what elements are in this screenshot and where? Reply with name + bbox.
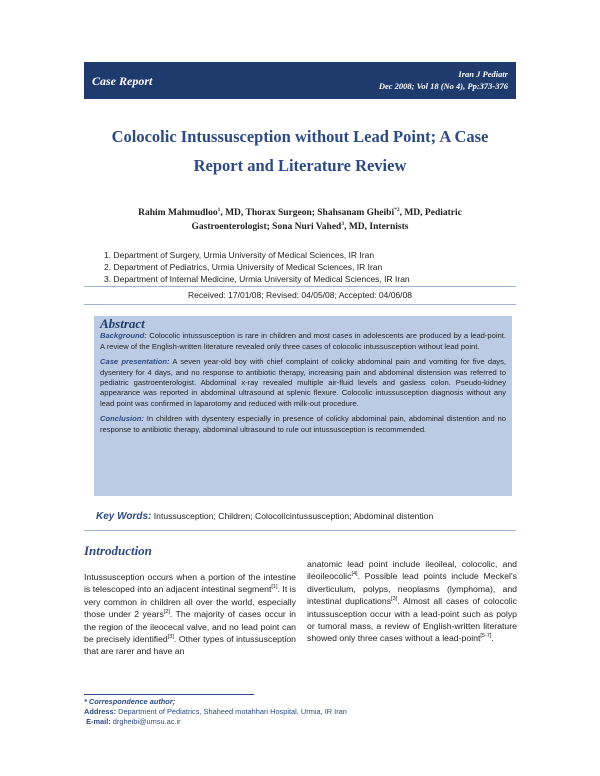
- intro-column-left: [84, 571, 296, 658]
- author-name: , MD, Pediatric: [399, 208, 462, 218]
- citation-ref: [2]: [163, 609, 170, 616]
- correspondence-address: [84, 707, 516, 717]
- intro-column-right: [307, 558, 517, 645]
- intro-text: . The majority of cases occur in the region of the ileocecal valve, and no lead point can be precisely identified: [84, 609, 296, 645]
- affiliation-item: 1. Department of Surgery, Urmia University of Medical Sciences, IR Iran: [104, 250, 375, 260]
- citation-ref: [4]: [351, 571, 358, 578]
- email-label: E-mail:: [86, 717, 111, 726]
- intro-text: Intussusception occurs when a portion of the intestine is telescoped into an adjacent intestinal segment: [84, 572, 296, 595]
- correspondence-heading: * Correspondence author;: [84, 697, 176, 706]
- author-list: [100, 206, 500, 234]
- authors-line-1: [100, 206, 500, 220]
- title-line-2: Report and Literature Review: [193, 156, 407, 175]
- abstract-label: Background:: [100, 331, 147, 341]
- abstract-heading: Abstract: [100, 316, 145, 331]
- section-label: Case Report: [92, 74, 153, 88]
- intro-text: . Possible lead points include Meckel's diverticulum, polyps, neoplasms (lymphoma), and intestinal duplications: [307, 571, 517, 607]
- correspondence-email: [84, 717, 516, 727]
- abstract-label: Case presentation:: [100, 357, 170, 367]
- keywords-label: Key Words:: [96, 511, 152, 522]
- authors-line-2: [100, 220, 500, 234]
- author-sup: 3: [341, 220, 345, 227]
- address-label: Address:: [84, 707, 117, 716]
- abstract-case: [100, 357, 506, 409]
- address-text: Department of Pediatrics, Shaheed motahhari Hospital, Urmia, IR Iran: [116, 707, 347, 716]
- intro-text: . Almost all cases of colocolic intussusception occur with a lead-point such as polyp or tumoral mass, a review of English-written literature showed only three cases without a lead-point: [307, 596, 517, 644]
- citation-ref: [5-7]: [480, 633, 492, 640]
- intro-text: .: [491, 633, 494, 644]
- affiliations: [104, 249, 524, 285]
- footnote-rule: [84, 694, 254, 695]
- abstract-text: Colocolic intussusception is rare in children and most cases in adolescents are produced by a lead-point. A review of the English-written literature revealed only three cases of colocolic intussusception without lead point.: [100, 331, 506, 351]
- affiliation-item: 2. Department of Pediatrics, Urmia University of Medical Sciences, IR Iran: [104, 262, 383, 272]
- intro-text: anatomic lead point include ileoileal, colocolic, and ileoileocolic: [307, 559, 517, 582]
- citation-ref: [1]: [271, 584, 278, 591]
- author-name: Gastroenterologist; Sona Nuri Vahed: [191, 222, 342, 232]
- abstract-text: In children with dysentery especially in presence of colicky abdominal pain, abdominal distention and no response to antibiotic therapy, abdominal ultrasound to rule out intussusception is recommended.: [100, 414, 506, 434]
- divider: [84, 304, 516, 305]
- journal-citation: [379, 68, 508, 92]
- intro-text: . Other types of intussusception that are rarer and have an: [84, 634, 296, 657]
- abstract-background: [100, 331, 506, 352]
- divider: [84, 286, 516, 287]
- abstract-label: Conclusion:: [100, 414, 144, 424]
- divider: [84, 530, 516, 531]
- abstract-conclusion: [100, 414, 506, 435]
- abstract-box: [94, 316, 512, 496]
- author-sup: *2: [394, 206, 400, 213]
- journal-issue: Dec 2008; Vol 18 (No 4), Pp:373-376: [378, 81, 508, 91]
- journal-name: Iran J Pediatr: [458, 69, 508, 79]
- received-dates: Received: 17/01/08; Revised: 04/05/08; Accepted: 04/06/08: [188, 290, 412, 300]
- email-link[interactable]: drgheibi@umsu.ac.ir: [110, 717, 181, 726]
- author-sup: 1: [217, 206, 221, 213]
- author-name: , MD, Thorax Surgeon; Shahsanam Gheibi: [220, 208, 395, 218]
- journal-banner: [84, 62, 516, 99]
- correspondence-note: [84, 697, 516, 727]
- author-name: , MD, Internists: [344, 222, 409, 232]
- affiliation-item: 3. Department of Internal Medicine, Urmia University of Medical Sciences, IR Iran: [104, 274, 410, 284]
- intro-text: . It is very common in children all over the world, especially those under 2 years: [84, 584, 296, 620]
- citation-ref: [3]: [167, 634, 174, 641]
- title-line-1: Colocolic Intussusception without Lead Point; A Case: [111, 127, 489, 146]
- introduction-heading: Introduction: [84, 543, 152, 558]
- article-title: [84, 122, 516, 180]
- keywords: [96, 511, 433, 522]
- author-name: Rahim Mahmudloo: [138, 208, 218, 218]
- abstract-text: A seven year-old boy with chief complaint of colicky abdominal pain and vomiting for five days, dysentery for 4 days, and no response to antibiotic therapy, increasing pain and abdominal distension was referred to pediatric gastroenterologist. Abdominal x-ray revealed multiple air-fluid levels and gasless colon. Pseudo-kidney appearance was reported in abdominal ultrasound at splenic flexure. Colocolic intussusception diagnosis without any lead point was confirmed in laparotomy and reduced with milk-out procedure.: [100, 357, 506, 408]
- citation-ref: [3]: [391, 596, 398, 603]
- keywords-text: Intussusception; Children; Colocolicintussusception; Abdominal distention: [151, 511, 434, 521]
